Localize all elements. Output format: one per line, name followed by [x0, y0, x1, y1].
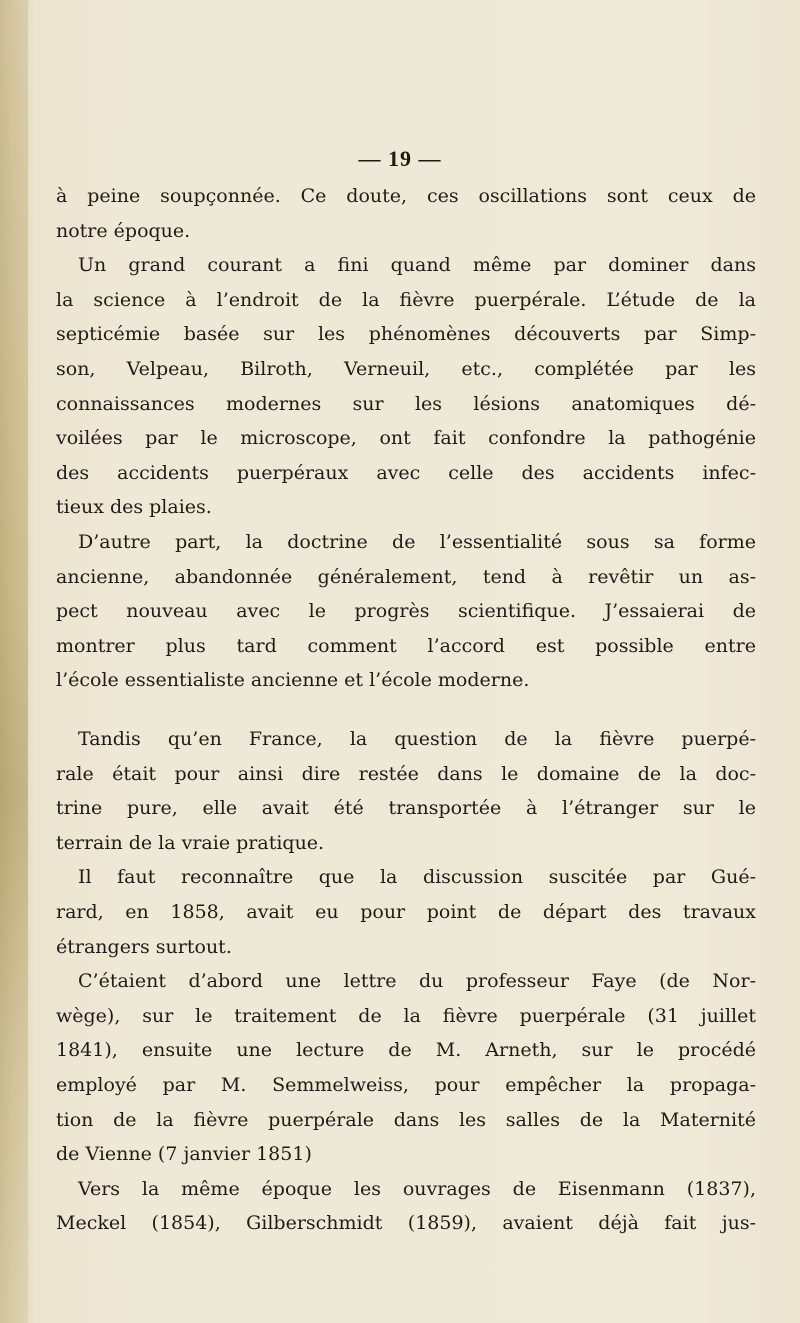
- text-line: Meckel (1854), Gilberschmidt (1859), avaient déjà fait jus-: [56, 1212, 756, 1235]
- text-line: septicémie basée sur les phénomènes découverts par Simp-: [56, 323, 756, 346]
- text-line: des accidents puerpéraux avec celle des accidents infec-: [56, 461, 756, 484]
- text-line: rard, en 1858, avait eu pour point de départ des travaux: [56, 900, 756, 923]
- text-line: Il faut reconnaître que la discussion suscitée par Gué-: [78, 866, 756, 889]
- text-line: wège), sur le traitement de la fièvre puerpérale (31 juillet: [56, 1004, 756, 1027]
- text-line: trine pure, elle avait été transportée à l’étranger sur le: [56, 797, 756, 820]
- text-block-bottom: [56, 722, 756, 1241]
- text-line: connaissances modernes sur les lésions anatomiques dé-: [56, 392, 756, 415]
- text-line: la science à l’endroit de la fièvre puerpérale. L’étude de la: [56, 288, 756, 311]
- text-line: à peine soupçonnée. Ce doute, ces oscillations sont ceux de: [56, 185, 756, 207]
- page-number: — 19 —: [358, 146, 442, 171]
- text-line: Un grand courant a fini quand même par dominer dans: [78, 254, 756, 277]
- page-binding-shadow: [0, 0, 28, 1323]
- text-line: l’école essentialiste ancienne et l’école moderne.: [56, 669, 530, 692]
- text-line: de Vienne (7 janvier 1851): [56, 1143, 312, 1166]
- text-line: pect nouveau avec le progrès scientifique. J’essaierai de: [56, 600, 756, 623]
- text-line: rale était pour ainsi dire restée dans le domaine de la doc-: [56, 762, 756, 785]
- text-line: Vers la même époque les ouvrages de Eisenmann (1837),: [78, 1177, 756, 1200]
- text-line: voilées par le microscope, ont fait confondre la pathogénie: [56, 427, 756, 450]
- text-line: employé par M. Semmelweiss, pour empêcher la propaga-: [56, 1073, 756, 1096]
- text-line: Tandis qu’en France, la question de la fièvre puerpé-: [78, 728, 756, 750]
- text-line: montrer plus tard comment l’accord est possible entre: [56, 634, 756, 657]
- text-line: D’autre part, la doctrine de l’essentialité sous sa forme: [78, 530, 756, 553]
- text-line: tieux des plaies.: [56, 496, 212, 519]
- text-block-top: [56, 179, 756, 698]
- text-line: notre époque.: [56, 219, 191, 242]
- text-line: 1841), ensuite une lecture de M. Arneth, sur le procédé: [56, 1039, 756, 1062]
- text-line: étrangers surtout.: [56, 935, 232, 958]
- text-line: tion de la fièvre puerpérale dans les salles de la Maternité: [56, 1108, 756, 1131]
- text-line: ancienne, abandonnée généralement, tend à revêtir un as-: [56, 565, 756, 588]
- text-line: C’étaient d’abord une lettre du professeur Faye (de Nor-: [78, 970, 756, 993]
- text-line: son, Velpeau, Bilroth, Verneuil, etc., complétée par les: [56, 357, 756, 380]
- text-line: terrain de la vraie pratique.: [56, 831, 325, 854]
